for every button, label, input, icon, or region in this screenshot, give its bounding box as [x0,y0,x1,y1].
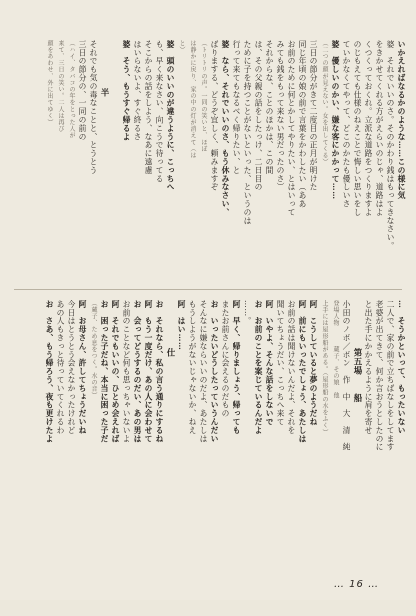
text-column: お それなら、私の言う通りにするね [155,300,164,443]
text-column: 婆 それでいいのさ。そのかわり銭はもってきなさい。 [386,40,395,250]
text-column: 阿 こうしていると夢のようだね [309,300,318,426]
text-column: 半 [99,88,109,98]
text-column: 聞いてちょうだい、こっちへ来て [276,300,285,426]
lower-text-block [10,300,406,568]
text-column: お さあ、もう帰ろう、夜も更けたよ [45,300,54,443]
text-column: ……。 [243,300,252,326]
text-column: 顔をあわせ、外に出てゆく） [46,40,53,126]
text-column: もうしようがないじゃないか、ねえ [188,300,197,435]
text-column: と） [178,40,185,54]
text-column: それからな、ことのほかは、この間 [265,40,274,175]
text-column: 阿 前にもいったでしょう、あたしは [298,300,307,443]
text-column: と出た手にかかえるように肩を寄せ [364,300,373,435]
text-column: 登場人物 蔵子、その娘 他 [332,300,339,399]
text-column: は静かに戻り、家の中の灯が消えて（は [189,40,196,159]
text-column: （トリトリの声。一同の笑いと、ほぼ [200,40,207,153]
text-column: （蔵子、ため息をつく。水の音） [90,300,97,399]
text-column: をきかせてくれる方がえらいのじゃ、道路はよ [375,40,384,217]
text-column: 婆 なら、それでいいのさ、もう休みなさい、 [221,40,230,217]
text-column: 三日の節分の、一同の前の [78,40,87,141]
text-column: 行って来てもなるべく帰りたい、と [232,40,241,175]
text-column: 同じ年頃の娘の前で言葉をかわしたい（ああ [298,40,307,208]
text-column: お 困った子だね、本当に困った子だ [100,300,109,443]
text-column: あの人もきっと待っていてくれるわ [56,300,65,435]
text-column: はいらないよ、すぐ終るさ [133,40,142,141]
text-column: 阿 いやよ、そんな話をしないで [265,300,274,426]
text-column: みても銭をもって来ない男だったのさ） [276,40,285,192]
text-column: 阿 はい…… [177,300,186,351]
text-column [110,40,120,278]
text-column: お いったいどうしたっていうんだい [210,300,219,443]
section-divider [14,289,402,290]
upper-text-block [10,40,406,278]
text-column: 小田のノボ／ボン 作 中 大 清 純 [342,300,351,452]
text-column: それでも気の毒なことと、とうとう [89,40,98,175]
text-column: お前のために何とかしてやりたい、とはいって [287,40,296,217]
text-column: も、早く来なさい、向こうで待ってる [155,40,164,183]
text-column: ために子を持つことがないといった、というのは [243,40,252,225]
text-column: 阿 お母さん、許してちょうだいね [78,300,87,435]
text-column: いかえればなるかのような……この様に気 [397,40,406,200]
text-column: そこからの話をしよう、なあに遠慮 [144,40,153,175]
text-column: お前のことなど何も思っちゃいないよ [122,300,131,443]
text-column: のじもえても仕様のねえことで悔しい思いをし [353,40,362,217]
text-column: … そうかといって、もったいない [397,300,406,435]
page-number: … 16 … [334,579,380,590]
text-column: お 会ってどうするのだい、あの男は [133,300,142,443]
text-column: 三日の節分がきて二度目の正月が明けた [309,40,318,192]
text-column: 阿 それでもいいの、ひとめ会えれば [111,300,120,443]
text-column: 阿 もう一度だけ、あの人に会わせて [144,300,153,443]
text-column: 来て、三日の笑い。二人は再び [57,40,64,133]
text-column: は、その父親の話をしたっけ、二日目の [254,40,263,192]
text-column: 仕 [165,348,175,358]
text-column: ばりまする、どうぞ宜しく、頼みますぞ [210,40,219,192]
text-column: またお前さんに会えるのだもの [221,300,230,418]
text-column: お前の話は聞けないんだよ、それを [287,300,296,435]
text-column: （ハイ、タバコの年をとった人が [68,40,75,139]
text-column: 婆 頭のいいのが違うように、こっちへ [166,40,175,192]
text-column: 上手には屋形船がある。（屋形船の水をふく） [321,300,328,436]
text-column: ていかなくてやって、どこのかたも優しいさ [342,40,351,208]
text-column: （二つの顔が見えない。女を出してくる） [321,40,328,166]
text-column: 阿 早く、帰りましょう、帰っても [232,300,241,435]
text-column: 二人で、家の前で立ちばなしをしてます [386,300,395,452]
text-column: 今日はとうとう会えなかったけれど [67,300,76,435]
text-column: 婆 優しいのかい、嫌な客にかかって…… [331,40,340,200]
text-column: 第五場 船 [352,348,362,403]
text-column: そんなに嫌ならいいのだよ、あたしは [199,300,208,443]
text-column: 老婆が出てきて、何か言おうとしたのに [375,300,384,452]
text-column: 婆 そう、もうすぐ帰るよ [122,40,131,141]
text-column: くつくっておくれ。立派な道路をつくりますよ [364,40,373,217]
text-column: お お前のことを案じているんだよ [254,300,263,435]
